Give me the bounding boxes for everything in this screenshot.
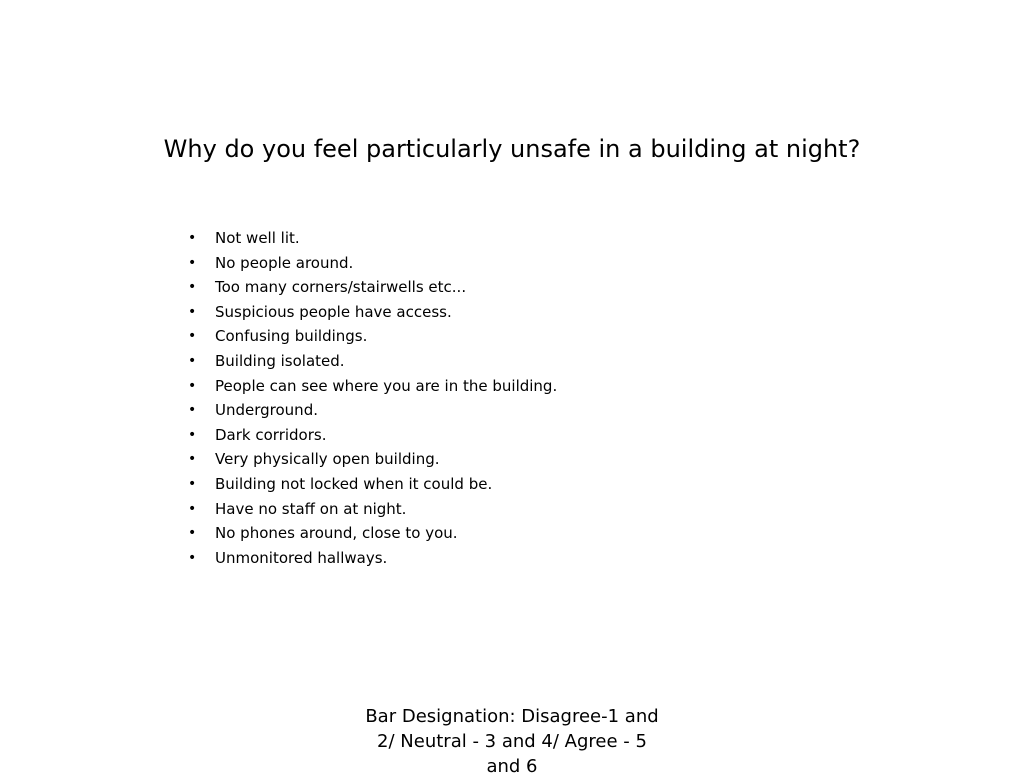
list-item-text: Confusing buildings. [215,327,368,346]
slide-title: Why do you feel particularly unsafe in a building at night? [163,135,861,163]
bullet-icon: • [188,451,197,468]
list-item [188,300,888,325]
list-item-text: Unmonitored hallways. [215,548,388,567]
bullet-icon: • [188,402,197,419]
list-item [188,546,888,571]
bullet-icon: • [188,254,197,271]
list-item [188,349,888,374]
list-item-text: People can see where you are in the building. [215,376,558,395]
list-item-text: No people around. [215,253,354,272]
list-item-text: Dark corridors. [215,425,327,444]
list-item-text: Underground. [215,401,318,420]
bullet-icon: • [188,500,197,517]
bullet-icon: • [188,549,197,566]
list-item-text: No phones around, close to you. [215,524,458,543]
bullet-icon: • [188,303,197,320]
list-item-text: Not well lit. [215,229,300,247]
list-item [188,275,888,300]
list-item-text: Too many corners/stairwells etc... [215,278,467,297]
list-item [188,472,888,497]
bar-designation-note: Bar Designation: Disagree-1 and 2/ Neutral - 3 and 4/ Agree - 5 and 6 [365,706,659,777]
list-item [188,521,888,546]
bullet-icon: • [188,328,197,345]
bullet-icon: • [188,279,197,296]
list-item [188,226,888,251]
list-item [188,374,888,399]
bullet-icon: • [188,352,197,369]
list-item [188,423,888,448]
list-item-text: Suspicious people have access. [215,302,452,321]
bullet-icon: • [188,475,197,492]
list-item-text: Building not locked when it could be. [215,474,493,493]
list-item [188,447,888,472]
bullet-icon: • [188,377,197,394]
list-item-text: Very physically open building. [215,450,440,469]
bullet-icon: • [188,525,197,542]
list-item [188,324,888,349]
list-item [188,398,888,423]
list-item [188,251,888,276]
list-item-text: Have no staff on at night. [215,499,407,518]
list-item-text: Building isolated. [215,351,345,370]
list-item [188,497,888,522]
bullet-icon: • [188,230,197,246]
bullet-icon: • [188,426,197,443]
reasons-list [188,226,888,570]
